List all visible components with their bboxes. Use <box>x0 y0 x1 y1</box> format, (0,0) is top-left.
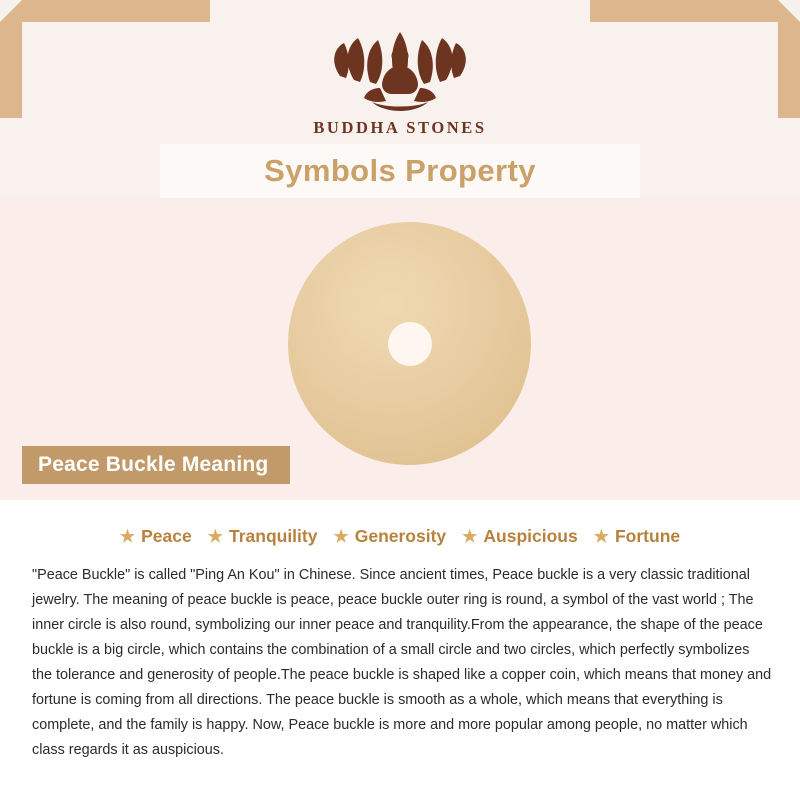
section-ribbon-label: Peace Buckle Meaning <box>38 453 269 476</box>
keyword-label: Generosity <box>354 526 447 546</box>
brand-logo <box>0 18 800 138</box>
star-icon: ★ <box>462 527 478 546</box>
keyword-label: Tranquility <box>228 526 318 546</box>
keyword-label: Peace <box>141 526 192 546</box>
star-icon: ★ <box>593 527 609 546</box>
star-icon: ★ <box>119 527 136 546</box>
keyword-item <box>594 526 680 547</box>
keyword-label: Auspicious <box>483 526 578 546</box>
keyword-item <box>333 526 446 547</box>
section-ribbon <box>22 446 290 484</box>
keyword-list <box>0 526 800 547</box>
keyword-label: Fortune <box>614 526 681 546</box>
keyword-item <box>462 526 578 547</box>
keyword-item <box>120 526 192 547</box>
star-icon: ★ <box>207 527 223 546</box>
body-panel <box>0 500 800 800</box>
peace-buckle-disc-image <box>288 222 531 465</box>
page-title-bar <box>160 144 640 198</box>
peace-buckle-inner-hole <box>388 322 432 366</box>
page-title: Symbols Property <box>264 153 536 188</box>
keyword-item <box>208 526 318 547</box>
lotus-meditation-icon <box>310 18 490 114</box>
star-icon: ★ <box>333 527 349 546</box>
brand-name: BUDDHA STONES <box>313 118 487 137</box>
meaning-paragraph: "Peace Buckle" is called "Ping An Kou" in Chinese. Since ancient times, Peace buckle is a very classic traditional jewelry. The meaning of peace buckle is peace, peace buckle outer ring is round, a symbol of the vast world ; The inner circle is also round, symbolizing our inner peace and tranquility.From the appearance, the shape of the peace buckle is a big circle, which contains the combination of a small circle and two circles, which perfectly symbolizes the tolerance and generosity of people.The peace buckle is shaped like a copper coin, which means that money and fortune is coming from all directions. The peace buckle is smooth as a whole, which means that everything is complete, and the family is happy. Now, Peace buckle is more and more popular among people, no matter which class regards it as auspicious. <box>32 567 772 759</box>
